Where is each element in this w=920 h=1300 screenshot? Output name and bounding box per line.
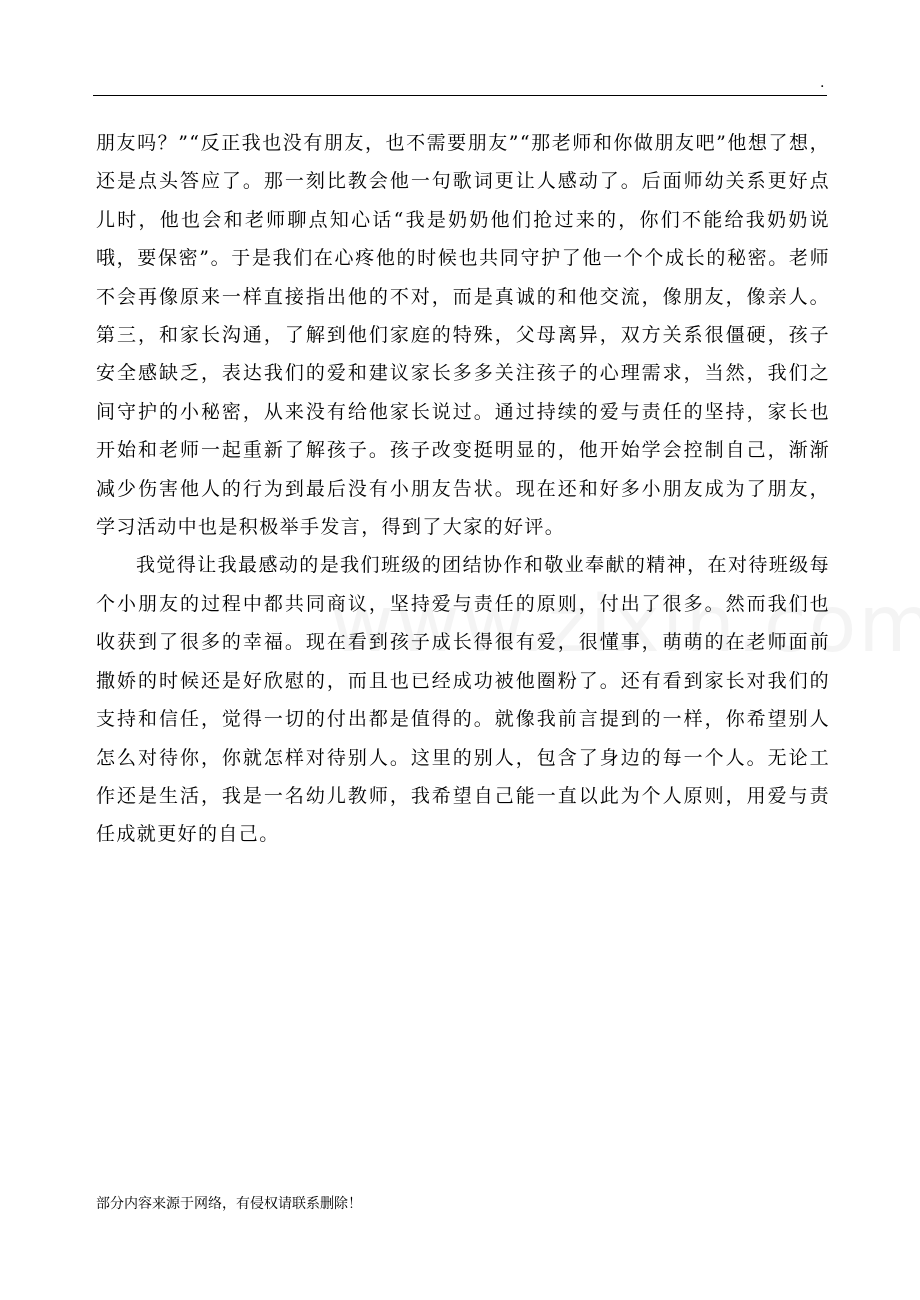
document-body: [96, 124, 830, 854]
header-dot: .: [820, 75, 825, 91]
footer-disclaimer: 部分内容来源于网络，有侵权请联系删除！: [96, 1196, 362, 1212]
paragraph-2: 我觉得让我最感动的是我们班级的团结协作和敬业奉献的精神，在对待班级每个小朋友的过程中都共同商议，坚持爱与责任的原则，付出了很多。然而我们也收获到了很多的幸福。现在看到孩子成长得很有爱，很懂事，萌萌的在老师面前撒娇的时候还是好欣慰的，而且也已经成功被他圈粉了。还有看到家长对我们的支持和信任，觉得一切的付出都是值得的。就像我前言提到的一样，你希望别人怎么对待你，你就怎样对待别人。这里的别人，包含了身边的每一个人。无论工作还是生活，我是一名幼儿教师，我希望自己能一直以此为个人原则，用爱与责任成就更好的自己。: [96, 554, 830, 846]
header-rule: [93, 95, 827, 96]
paragraph-1: 朋友吗？”“反正我也没有朋友，也不需要朋友”“那老师和你做朋友吧”他想了想，还是点头答应了。那一刻比教会他一句歌词更让人感动了。后面师幼关系更好点儿时，他也会和老师聊点知心话“我是奶奶他们抢过来的，你们不能给我奶奶说哦，要保密”。于是我们在心疼他的时候也共同守护了他一个个成长的秘密。老师不会再像原来一样直接指出他的不对，而是真诚的和他交流，像朋友，像亲人。第三，和家长沟通，了解到他们家庭的特殊，父母离异，双方关系很僵硬，孩子安全感缺乏，表达我们的爱和建议家长多多关注孩子的心理需求，当然，我们之间守护的小秘密，从来没有给他家长说过。通过持续的爱与责任的坚持，家长也开始和老师一起重新了解孩子。孩子改变挺明显的，他开始学会控制自己，渐渐减少伤害他人的行为到最后没有小朋友告状。现在还和好多小朋友成为了朋友，学习活动中也是积极举手发言，得到了大家的好评。: [96, 132, 830, 539]
